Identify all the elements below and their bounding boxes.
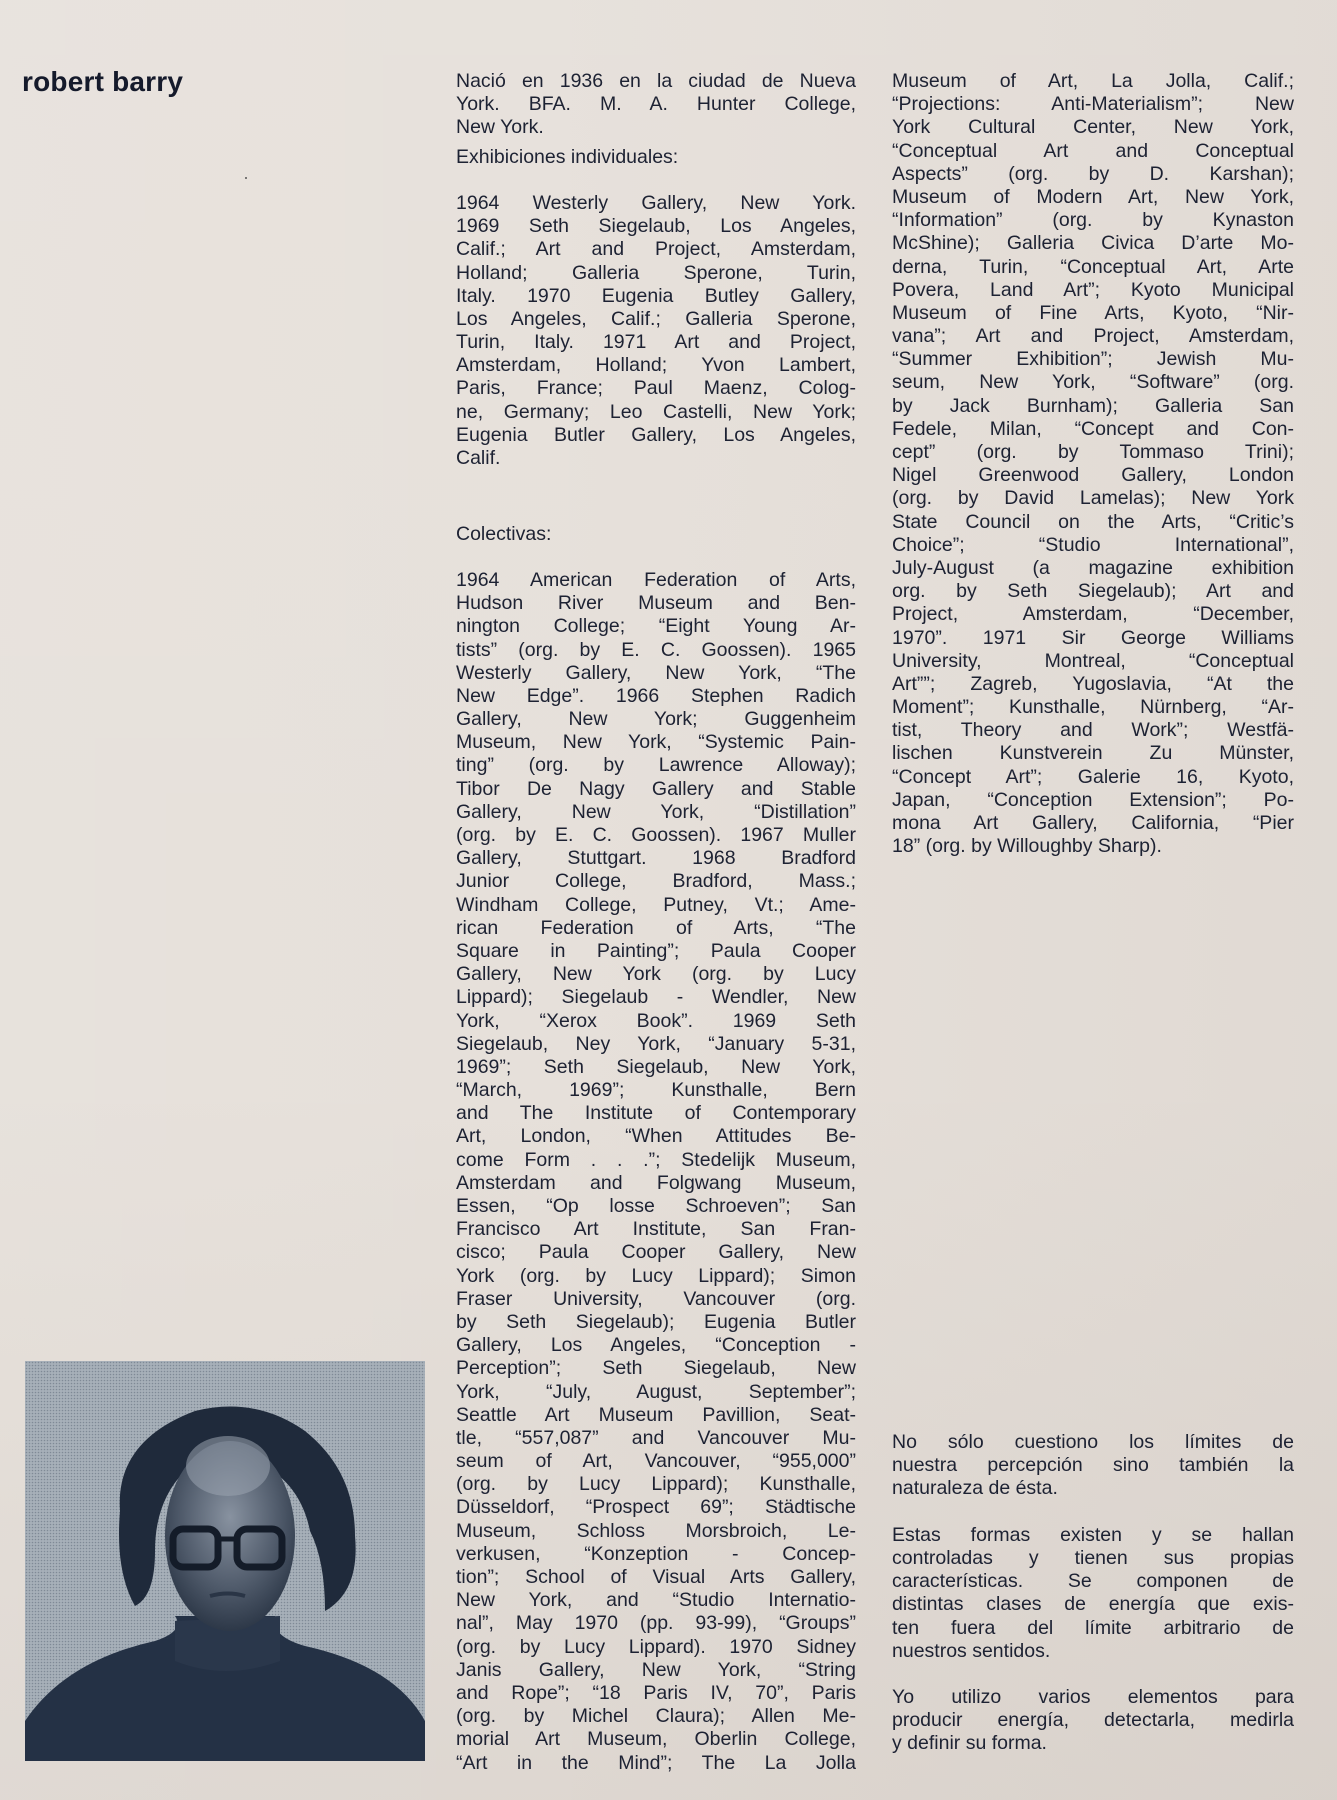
group-exhibitions-list-part2: [892, 70, 1294, 858]
text-line: “March, 1969”; Kunsthalle, Bern: [456, 1079, 856, 1102]
text-line: and Rope”; “18 Paris IV, 70”, Paris: [456, 1681, 856, 1704]
text-line: morial Art Museum, Oberlin College,: [456, 1728, 856, 1751]
text-line: ting” (org. by Lawrence Alloway);: [456, 754, 856, 777]
text-line: “Information” (org. by Kynaston: [892, 209, 1294, 232]
text-line: New York, and “Studio Internatio-: [456, 1589, 856, 1612]
statement-paragraph: [892, 1431, 1294, 1501]
text-line: Calif.; Art and Project, Amsterdam,: [456, 238, 856, 261]
text-line: Museum, Schloss Morsbroich, Le-: [456, 1519, 856, 1542]
text-line: Siegelaub, Ney York, “January 5-31,: [456, 1032, 856, 1055]
text-line: Art, London, “When Attitudes Be-: [456, 1125, 856, 1148]
text-line: Amsterdam, Holland; Yvon Lambert,: [456, 354, 856, 377]
text-line: State Council on the Arts, “Critic’s: [892, 510, 1294, 533]
text-line: ne, Germany; Leo Castelli, New York;: [456, 400, 856, 423]
text-line: y definir su forma.: [892, 1732, 1047, 1755]
text-line: (org. by Michel Claura); Allen Me-: [456, 1705, 856, 1728]
text-line: Museum, New York, “Systemic Pain-: [456, 731, 856, 754]
text-line: Eugenia Butler Gallery, Los Angeles,: [456, 423, 856, 446]
group-exhibitions-heading: Colectivas:: [456, 522, 552, 545]
text-line: Windham College, Putney, Vt.; Ame-: [456, 893, 856, 916]
text-line: (org. by Lucy Lippard). 1970 Sidney: [456, 1635, 856, 1658]
text-line: verkusen, “Konzeption - Concep-: [456, 1542, 856, 1565]
group-exhibitions-list-part1: [456, 569, 856, 1775]
text-line: Estas formas existen y se hallan: [892, 1523, 1294, 1546]
text-line: nal”, May 1970 (pp. 93-99), “Groups”: [456, 1612, 856, 1635]
text-line: tion”; School of Visual Arts Gallery,: [456, 1566, 856, 1588]
text-line: Museum of Fine Arts, Kyoto, “Nir-: [892, 301, 1294, 324]
portrait-illustration: [25, 1361, 425, 1761]
text-line: (org. by David Lamelas); New York: [892, 487, 1294, 510]
text-line: by Jack Burnham); Galleria San: [892, 394, 1294, 417]
text-line: Project, Amsterdam, “December,: [892, 603, 1294, 626]
text-line: Art””; Zagreb, Yugoslavia, “At the: [892, 672, 1294, 695]
text-line: Italy. 1970 Eugenia Butley Gallery,: [456, 284, 856, 307]
text-line: Choice”; “Studio International”,: [892, 533, 1294, 556]
spacer: [456, 493, 856, 516]
text-line: producir energía, detectarla, medirla: [892, 1709, 1294, 1732]
text-line: Calif.: [456, 447, 501, 469]
text-line: 1970”. 1971 Sir George Williams: [892, 626, 1294, 649]
bio: [456, 70, 856, 140]
text-line: Turin, Italy. 1971 Art and Project,: [456, 331, 856, 354]
text-line: tle, “557,087” and Vancouver Mu-: [456, 1426, 856, 1449]
statement-paragraph: [892, 1524, 1294, 1663]
text-line: Junior College, Bradford, Mass.;: [456, 870, 856, 893]
text-line: York (org. by Lucy Lippard); Simon: [456, 1264, 856, 1287]
text-line: Moment”; Kunsthalle, Nürnberg, “Ar-: [892, 696, 1294, 719]
text-line: Gallery, New York, “Distillation”: [456, 800, 856, 823]
text-line: Yo utilizo varios elementos para: [892, 1686, 1294, 1709]
text-line: July-August (a magazine exhibition: [892, 556, 1294, 579]
artist-name: robert barry: [22, 66, 184, 97]
text-line: Gallery, Stuttgart. 1968 Bradford: [456, 847, 856, 870]
text-line: rican Federation of Arts, “The: [456, 916, 856, 939]
text-line: by Seth Siegelaub); Eugenia Butler: [456, 1310, 856, 1333]
text-line: tist, Theory and Work”; Westfä-: [892, 719, 1294, 742]
text-line: 1969 Seth Siegelaub, Los Angeles,: [456, 215, 856, 238]
text-line: Düsseldorf, “Prospect 69”; Städtische: [456, 1496, 856, 1519]
text-line: Essen, “Op losse Schroeven”; San: [456, 1195, 856, 1217]
portrait-forehead: [186, 1436, 270, 1496]
text-line: No sólo cuestiono los límites de: [892, 1431, 1294, 1453]
text-line: Museum of Modern Art, New York,: [892, 185, 1294, 208]
text-line: “Concept Art”; Galerie 16, Kyoto,: [892, 765, 1294, 788]
text-line: “Summer Exhibition”; Jewish Mu-: [892, 348, 1294, 371]
text-line: seum, New York, “Software” (org.: [892, 371, 1294, 394]
text-line: seum of Art, Vancouver, “955,000”: [456, 1450, 856, 1473]
text-line: Los Angeles, Calif.; Galleria Sperone,: [456, 307, 856, 330]
text-line: Square in Painting”; Paula Cooper: [456, 939, 856, 962]
text-line: derna, Turin, “Conceptual Art, Arte: [892, 255, 1294, 278]
solo-exhibitions-list: [456, 192, 856, 470]
text-line: Westerly Gallery, New York, “The: [456, 661, 856, 684]
text-line: “Conceptual Art and Conceptual: [892, 139, 1294, 162]
text-line: Seattle Art Museum Pavillion, Seat-: [456, 1403, 856, 1426]
text-line: Gallery, New York; Guggenheim: [456, 708, 856, 731]
text-line: Hudson River Museum and Ben-: [456, 592, 856, 615]
text-line: lischen Kunstverein Zu Münster,: [892, 742, 1294, 765]
artist-portrait-photo: [25, 1361, 425, 1761]
text-line: McShine); Galleria Civica D’arte Mo-: [892, 232, 1294, 255]
text-line: mona Art Gallery, California, “Pier: [892, 812, 1294, 834]
text-line: 18” (org. by Willoughby Sharp).: [892, 835, 1162, 858]
text-line: Museum of Art, La Jolla, Calif.;: [892, 70, 1294, 92]
text-line: “Art in the Mind”; The La Jolla: [456, 1751, 856, 1774]
text-line: York Cultural Center, New York,: [892, 116, 1294, 139]
text-line: (org. by E. C. Goossen). 1967 Muller: [456, 824, 856, 846]
text-line: Gallery, Los Angeles, “Conception -: [456, 1334, 856, 1357]
text-line: nington College; “Eight Young Ar-: [456, 615, 856, 638]
text-line: Amsterdam and Folgwang Museum,: [456, 1171, 856, 1194]
text-line: cisco; Paula Cooper Gallery, New: [456, 1241, 856, 1264]
paper-speck: [245, 177, 247, 179]
text-line: Janis Gallery, New York, “String: [456, 1658, 856, 1681]
column-left-text: [456, 70, 856, 1775]
text-line: Tibor De Nagy Gallery and Stable: [456, 777, 856, 800]
text-line: Fraser University, Vancouver (org.: [456, 1287, 856, 1310]
text-line: características. Se componen de: [892, 1570, 1294, 1593]
text-line: naturaleza de ésta.: [892, 1477, 1058, 1500]
spacer: [456, 546, 856, 569]
spacer: [456, 169, 856, 192]
text-line: Fedele, Milan, “Concept and Con-: [892, 417, 1294, 440]
solo-exhibitions-heading: Exhibiciones individuales:: [456, 145, 679, 168]
text-line: Nació en 1936 en la ciudad de Nueva: [456, 70, 856, 92]
text-line: York. BFA. M. A. Hunter College,: [456, 93, 856, 116]
text-line: Perception”; Seth Siegelaub, New: [456, 1357, 856, 1380]
text-line: and The Institute of Contemporary: [456, 1102, 856, 1125]
text-line: Lippard); Siegelaub - Wendler, New: [456, 986, 856, 1009]
spacer: [456, 470, 856, 493]
text-line: University, Montreal, “Conceptual: [892, 649, 1294, 672]
text-line: York, “July, August, September”;: [456, 1380, 856, 1403]
text-line: Aspects” (org. by D. Karshan);: [892, 162, 1294, 185]
artist-statement: [892, 1431, 1294, 1779]
text-line: Francisco Art Institute, San Fran-: [456, 1218, 856, 1241]
text-line: New Edge”. 1966 Stephen Radich: [456, 684, 856, 707]
text-line: New York.: [456, 116, 544, 139]
text-line: controladas y tienen sus propias: [892, 1546, 1294, 1569]
text-line: 1964 Westerly Gallery, New York.: [456, 191, 856, 214]
text-line: Gallery, New York (org. by Lucy: [456, 963, 856, 986]
column-right-text: [892, 70, 1294, 858]
text-line: distintas clases de energía que exis-: [892, 1593, 1294, 1616]
text-line: Nigel Greenwood Gallery, London: [892, 464, 1294, 487]
text-line: org. by Seth Siegelaub); Art and: [892, 580, 1294, 603]
text-line: 1964 American Federation of Arts,: [456, 568, 856, 591]
text-line: Holland; Galleria Sperone, Turin,: [456, 261, 856, 284]
text-line: nuestros sentidos.: [892, 1639, 1051, 1662]
text-line: nuestra percepción sino también la: [892, 1454, 1294, 1477]
text-line: Paris, France; Paul Maenz, Colog-: [456, 377, 856, 400]
text-line: Japan, “Conception Extension”; Po-: [892, 788, 1294, 811]
text-line: tists” (org. by E. C. Goossen). 1965: [456, 638, 856, 661]
text-line: 1969”; Seth Siegelaub, New York,: [456, 1055, 856, 1078]
text-line: (org. by Lucy Lippard); Kunsthalle,: [456, 1473, 856, 1496]
statement-paragraph: [892, 1686, 1294, 1756]
text-line: Povera, Land Art”; Kyoto Municipal: [892, 278, 1294, 301]
text-line: York, “Xerox Book”. 1969 Seth: [456, 1009, 856, 1032]
text-line: vana”; Art and Project, Amsterdam,: [892, 325, 1294, 348]
text-line: come Form . . .”; Stedelijk Museum,: [456, 1148, 856, 1171]
text-line: ten fuera del límite arbitrario de: [892, 1616, 1294, 1639]
text-line: “Projections: Anti-Materialism”; New: [892, 93, 1294, 116]
text-line: cept” (org. by Tommaso Trini);: [892, 441, 1294, 463]
